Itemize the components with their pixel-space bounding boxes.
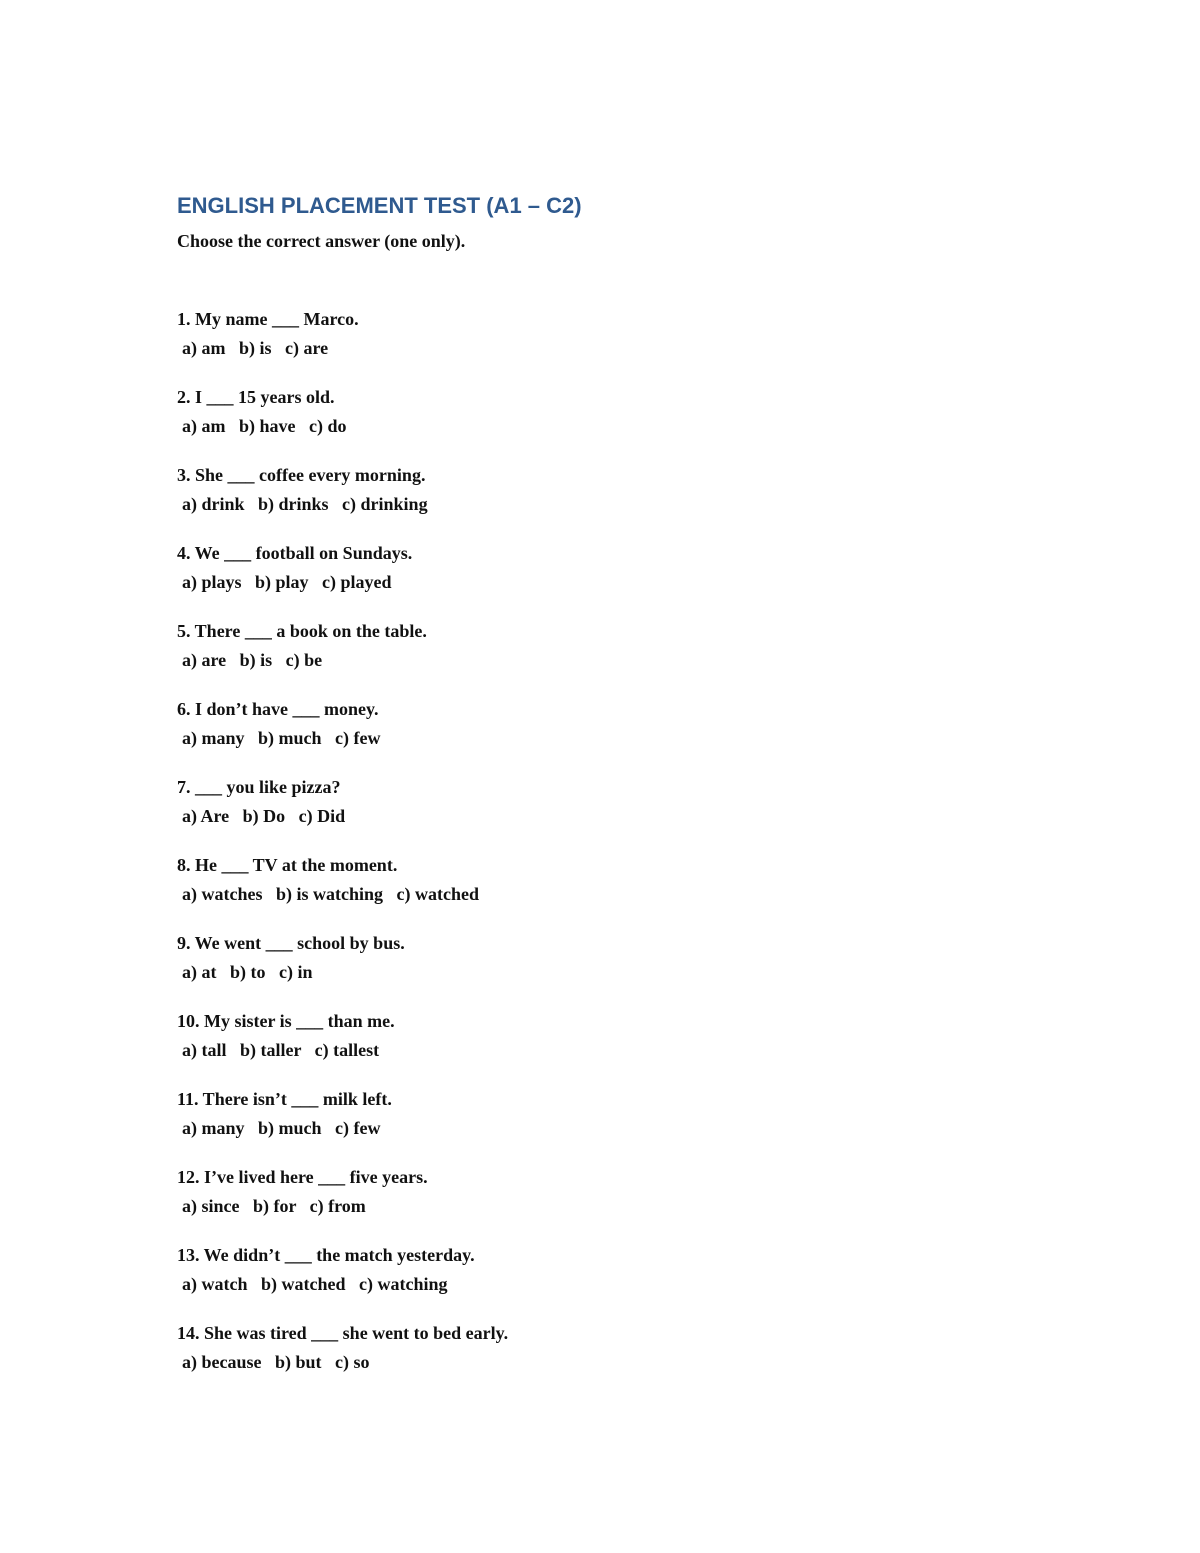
question-text: 9. We went ___ school by bus. bbox=[177, 933, 405, 953]
answer-options: a) Are b) Do c) Did bbox=[182, 806, 346, 826]
question-text: 8. He ___ TV at the moment. bbox=[177, 855, 398, 875]
question-item-5 bbox=[177, 616, 1077, 694]
document-content bbox=[177, 190, 1077, 1396]
answer-options: a) watch b) watched c) watching bbox=[182, 1274, 448, 1294]
page-title: ENGLISH PLACEMENT TEST (A1 – C2) bbox=[177, 193, 582, 218]
question-text: 12. I’ve lived here ___ five years. bbox=[177, 1167, 428, 1187]
question-text: 7. ___ you like pizza? bbox=[177, 777, 341, 797]
question-text: 4. We ___ football on Sundays. bbox=[177, 543, 413, 563]
answer-options: a) at b) to c) in bbox=[182, 962, 313, 982]
answer-options: a) many b) much c) few bbox=[182, 1118, 381, 1138]
question-text: 2. I ___ 15 years old. bbox=[177, 387, 335, 407]
question-item-10 bbox=[177, 1006, 1077, 1084]
question-item-13 bbox=[177, 1240, 1077, 1318]
question-text: 10. My sister is ___ than me. bbox=[177, 1011, 395, 1031]
question-item-2 bbox=[177, 382, 1077, 460]
question-text: 14. She was tired ___ she went to bed early. bbox=[177, 1323, 509, 1343]
question-item-8 bbox=[177, 850, 1077, 928]
answer-options: a) drink b) drinks c) drinking bbox=[182, 494, 428, 514]
answer-options: a) plays b) play c) played bbox=[182, 572, 392, 592]
question-text: 3. She ___ coffee every morning. bbox=[177, 465, 426, 485]
answer-options: a) am b) is c) are bbox=[182, 338, 329, 358]
answer-options: a) am b) have c) do bbox=[182, 416, 347, 436]
question-text: 11. There isn’t ___ milk left. bbox=[177, 1089, 392, 1109]
question-list bbox=[177, 304, 1077, 1396]
answer-options: a) tall b) taller c) tallest bbox=[182, 1040, 380, 1060]
answer-options: a) watches b) is watching c) watched bbox=[182, 884, 479, 904]
answer-options: a) because b) but c) so bbox=[182, 1352, 370, 1372]
question-text: 6. I don’t have ___ money. bbox=[177, 699, 379, 719]
question-text: 1. My name ___ Marco. bbox=[177, 309, 359, 329]
question-text: 5. There ___ a book on the table. bbox=[177, 621, 427, 641]
question-item-4 bbox=[177, 538, 1077, 616]
question-item-3 bbox=[177, 460, 1077, 538]
question-item-7 bbox=[177, 772, 1077, 850]
question-item-9 bbox=[177, 928, 1077, 1006]
answer-options: a) many b) much c) few bbox=[182, 728, 381, 748]
question-item-12 bbox=[177, 1162, 1077, 1240]
answer-options: a) since b) for c) from bbox=[182, 1196, 366, 1216]
question-item-1 bbox=[177, 304, 1077, 382]
instructions: Choose the correct answer (one only). bbox=[177, 231, 466, 251]
question-item-11 bbox=[177, 1084, 1077, 1162]
question-item-14 bbox=[177, 1318, 1077, 1396]
question-item-6 bbox=[177, 694, 1077, 772]
question-text: 13. We didn’t ___ the match yesterday. bbox=[177, 1245, 475, 1265]
answer-options: a) are b) is c) be bbox=[182, 650, 323, 670]
